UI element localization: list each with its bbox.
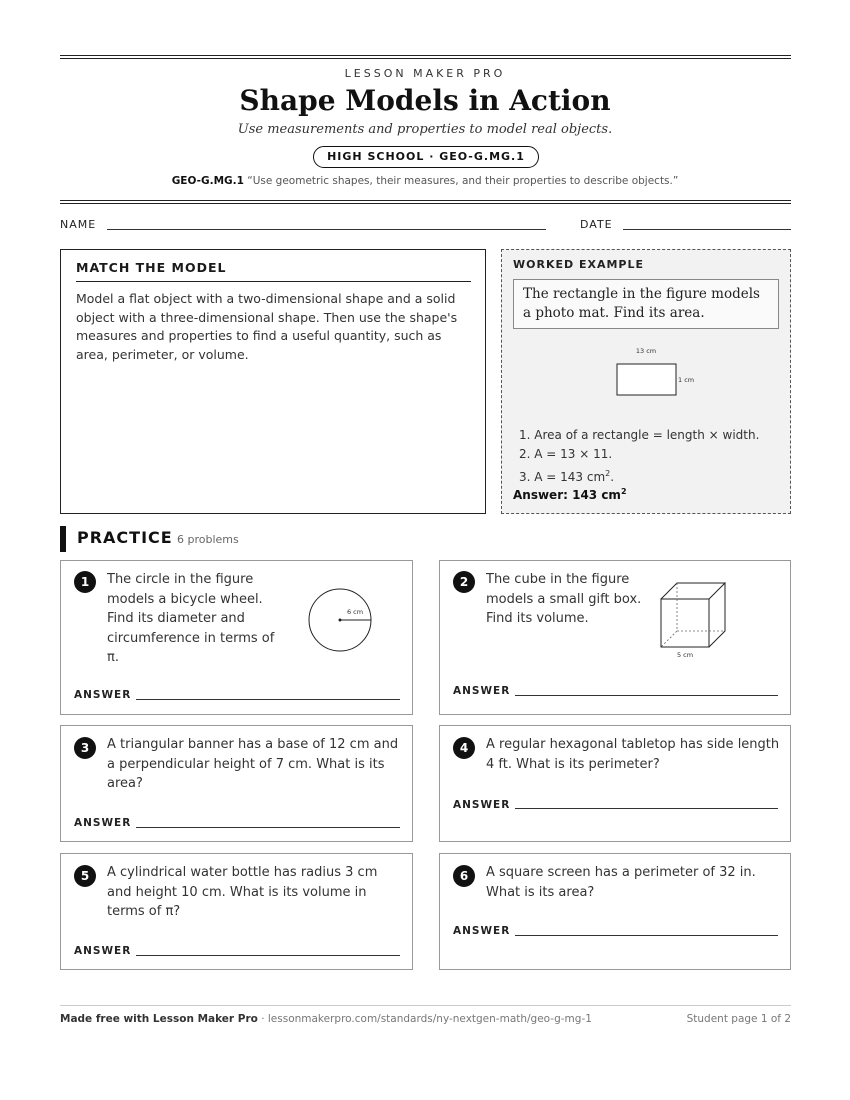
practice-title: PRACTICE <box>77 528 173 547</box>
footer-brand: Made free with Lesson Maker Pro <box>60 1013 258 1025</box>
name-input-line[interactable] <box>107 229 546 230</box>
answer-line-6[interactable] <box>515 935 778 936</box>
circle-radius-label: 6 cm <box>346 608 364 616</box>
worked-example-steps <box>519 426 759 487</box>
problem-card-1 <box>60 560 413 715</box>
step-3-suffix: . <box>610 470 615 484</box>
footer-page-indicator: Student page 1 of 2 <box>686 1013 791 1025</box>
cube-top-edges <box>661 583 725 599</box>
problem-text-4: A regular hexagonal tabletop has side length 4 ft. What is its perimeter? <box>486 737 780 772</box>
problem-number-2: 2 <box>453 571 475 593</box>
answer-sup: 2 <box>620 487 627 496</box>
answer-label-3: ANSWER <box>74 817 132 829</box>
header-rule-top <box>60 55 791 56</box>
problem-card-6 <box>439 853 791 970</box>
worked-example-answer <box>513 487 627 502</box>
footer-rule <box>60 1005 791 1006</box>
worked-example-heading: WORKED EXAMPLE <box>513 258 644 271</box>
practice-count: 6 problems <box>177 533 239 546</box>
answer-line-1[interactable] <box>136 699 400 700</box>
worked-example-panel <box>501 249 791 514</box>
step-2: 2. A = 13 × 11. <box>519 447 613 461</box>
header-rule-top-2 <box>60 58 791 59</box>
circle-center-dot <box>339 619 342 622</box>
practice-accent-bar <box>60 526 66 552</box>
rectangle-figure <box>602 345 712 405</box>
cube-figure <box>658 579 730 661</box>
answer-label-5: ANSWER <box>74 945 132 957</box>
rectangle-shape <box>617 364 676 395</box>
problem-card-4 <box>439 725 791 842</box>
grade-badge: HIGH SCHOOL · GEO-G.MG.1 <box>313 146 539 168</box>
problem-text-6: A square screen has a perimeter of 32 in. What is its area? <box>486 865 756 900</box>
answer-label-4: ANSWER <box>453 799 511 811</box>
match-heading: MATCH THE MODEL <box>76 260 471 282</box>
footer-credit <box>60 1013 592 1025</box>
standard-line <box>0 175 850 187</box>
problem-number-6: 6 <box>453 865 475 887</box>
match-the-model-panel <box>60 249 486 514</box>
answer-label-6: ANSWER <box>453 925 511 937</box>
date-input-line[interactable] <box>623 229 791 230</box>
answer-prefix: Answer: 143 cm <box>513 488 621 502</box>
step-3 <box>519 464 759 487</box>
answer-line-4[interactable] <box>515 808 778 809</box>
problem-number-4: 4 <box>453 737 475 759</box>
problem-text-5: A cylindrical water bottle has radius 3 cm and height 10 cm. What is its volume in terms of π? <box>107 865 378 919</box>
problem-number-3: 3 <box>74 737 96 759</box>
step-3-sup: 2 <box>605 469 611 478</box>
problem-text-2: The cube in the figure models a small gift box. Find its volume. <box>486 572 642 626</box>
standard-text: “Use geometric shapes, their measures, and their properties to describe objects.” <box>247 175 679 187</box>
answer-label-2: ANSWER <box>453 685 511 697</box>
step-3-prefix: 3. A = 143 cm <box>519 470 606 484</box>
answer-line-3[interactable] <box>136 827 400 828</box>
problem-text-3: A triangular banner has a base of 12 cm and a perpendicular height of 7 cm. What is its area? <box>107 737 399 791</box>
page-subtitle: Use measurements and properties to model real objects. <box>237 122 613 137</box>
brand-eyebrow: LESSON MAKER PRO <box>344 67 506 80</box>
rectangle-side-label: 1 cm <box>678 376 695 384</box>
answer-label-1: ANSWER <box>74 689 132 701</box>
worked-example-question: The rectangle in the figure models a photo mat. Find its area. <box>513 279 779 329</box>
match-body-text: Model a flat object with a two-dimensional shape and a solid object with a three-dimensional shape. Then use the shape's measures and properties to find a useful quantity, such as area, perimeter, or volume. <box>76 291 458 362</box>
cube-edge-label: 5 cm <box>676 651 694 659</box>
answer-line-5[interactable] <box>136 955 400 956</box>
step-1: 1. Area of a rectangle = length × width. <box>519 428 760 442</box>
problem-text-1: The circle in the figure models a bicycle wheel. Find its diameter and circumference in terms of π. <box>107 572 275 665</box>
problem-number-1: 1 <box>74 571 96 593</box>
circle-figure <box>305 585 375 655</box>
problem-card-5 <box>60 853 413 970</box>
answer-line-2[interactable] <box>515 695 778 696</box>
problem-card-3 <box>60 725 413 842</box>
name-label: NAME <box>60 218 97 231</box>
cube-side-edges <box>709 583 725 647</box>
standard-code: GEO-G.MG.1 <box>171 175 244 187</box>
header-rule-bottom-2 <box>60 203 791 204</box>
problem-number-5: 5 <box>74 865 96 887</box>
header-rule-bottom <box>60 200 791 201</box>
problem-card-2 <box>439 560 791 715</box>
page-title: Shape Models in Action <box>239 84 611 117</box>
footer-url[interactable]: · lessonmakerpro.com/standards/ny-nextgen-math/geo-g-mg-1 <box>257 1013 592 1025</box>
rectangle-top-label: 13 cm <box>635 347 657 355</box>
date-label: DATE <box>580 218 613 231</box>
